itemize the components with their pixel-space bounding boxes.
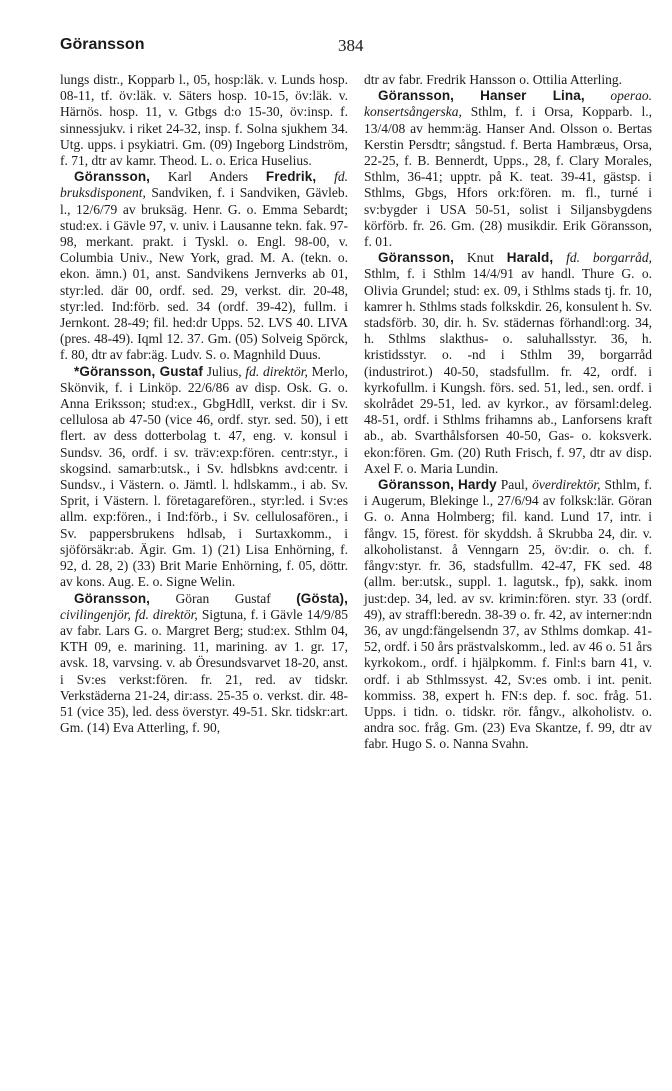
right-column	[364, 72, 652, 753]
running-head-surname: Göransson	[60, 36, 145, 53]
entry-given-names: Knut	[454, 250, 507, 266]
entry-text: Sthlm, f. i Sthlm 14/4/91 av handl. Thure G. o. Olivia Grundel; stud: ex. 09, i Sthlms stads tj. fr. 10, kamrer h. Sthlms stads folkskdir. 26, konsulent h. Sv. stadsförb. 30, dir. h. Sv. städernas förhandl:org. 34, h. Sthlms slakthus- o. saluhallsstyr. 36, h. kristidsstyr. o. -nd i Sthlm 39, borgarråd (industrirot.) 40-50, stadsfullm. fr. 42, ordf. i kyrkofullm. i Kungsh. förs. sed. 51, led., sen. ordf. i skolrådet 29-51, led. av kyrkor., av församl:deleg. 48-51, ordf. i Sthlms frihamns ab., Lanforsens kraft ab., ab. Svarthålsforsen 40-50, Gas- o. koksverk. ekon:fören. Gm. (20) Ruth Frisch, f. 97, dtr av disp. Axel F. o. Maria Lundin.	[364, 266, 652, 476]
entry-surname: *Göransson, Gustaf	[74, 363, 203, 379]
entry-title: operao. konsertsångerska,	[364, 88, 653, 120]
entry-title: fd. bruksdisponent,	[60, 169, 348, 201]
entry-surname: Göransson,	[378, 477, 455, 493]
entry-title: civilingenjör, fd. direktör,	[60, 606, 198, 622]
entry-given-names: Julius,	[202, 363, 246, 379]
entry-text: Sthlm, f. i Orsa, Kopparb. l., 13/4/08 av hemm:äg. Hanser And. Olsson o. Bertas Kerstin Persdtr; sångstud. f. Berta Hambræus, Orsa, 22-25, f. B. Bennerdt, Upps., 28, f. Clary Morales, Sthlm, 36-41; upptr. på K. teat. 39-41, gästsp. i Sthlms, Gbgs, Hfors ork:fören. m. fl., turné i sv:bygder i USA 50-51, solist i Siljansbygdens körförb. fr. 26. Gm. (28) musikdir. Erik Göransson, f. 01.	[364, 104, 652, 250]
entry-lina-goransson	[364, 88, 652, 250]
entry-callname: Hardy	[458, 477, 497, 493]
entry-fredrik-goransson	[60, 169, 348, 363]
entry-given-names-2: Paul,	[496, 477, 533, 493]
entry-text: lungs distr., Kopparb l., 05, hosp:läk. v. Lunds hosp. 08-11, tf. öv:läk. v. Säters hosp. 10-15, öv:läk. v. Härnös. hosp. 11, v. Gtbgs d:o 15-30, öv:insp. f. sinnessjukv. i riket 24-32, insp. f. Solna sjukhem 34. Utg. upps. i psykiatri. Gm. (09) Ingeborg Lindström, f. 71, dtr av kamr. Theod. L. o. Erica Huselius.	[60, 72, 348, 169]
entry-callname: Fredrik,	[265, 169, 317, 185]
page-header	[60, 36, 648, 60]
entry-title: fd. borgarråd,	[553, 250, 652, 266]
entry-surname: Göransson, Hanser Lina,	[378, 88, 585, 104]
entry-callname: Harald,	[506, 250, 554, 266]
entry-text: Sigtuna, f. i Gävle 14/9/85 av fabr. Lars G. o. Margret Berg; stud:ex. Sthlm 04, KTH 09, e. marining. 11, marining. av 1. gr. 17, avsk. 18, varvsing. v. ab Öresundsvarvet 18-20, anst. i Sv:es verkst:fören. fr. 21, red. av tidskr. Verkstäderna 21-24, dir:ass. 25-35 o. verkst. dir. 48-51 (vice 35), led. dess överstyr. 49-51. Skr. tidskr:art. Gm. (14) Eva Atterling, f. 90,	[60, 606, 348, 736]
entry-text: Sthlm, f. i Augerum, Blekinge l., 27/6/94 av folksk:lär. Göran G. o. Anna Holmberg; fil. kand. Lund 17, intr. i fångv. 15, förest. för skyddsh. å Skrubba 24, dir. v. alkoholistanst. å Venngarn 25, öv:dir. o. ch. f. fångv:styr. fr. 36, stadsfullm. 42-47, FK sed. 48 (allm. ber:utsk., suppl. 1. lagutsk., fp), sakk. inom just:dep. 34, led. av sv. krimin:fören. styr. 33 (ordf. 49), av straffl:beredn. 38-39 o. fr. 42, av interner:ndn 36, av ungd:fängelsendn 37, av Sthlms domkap. 41-52, ordf. i 50 års prästvalskomm., led. av 46 o. 51 års kyrkokom., ordf. i hjälpkomm. f. Finl:s barn 41, v. ordf. i ab Sthlmssyst. 42, Sv:es omb. i int. penit. kommiss. 38, expert h. FN:s dep. f. soc. fråg. 51. Upps. i tidn. o. tidskr. rör. fångv., alkoholistv. o. andra soc. fråg. Gm. (23) Eva Skantze, f. 99, dtr av fabr. Hugo S. o. Nanna Svahn.	[364, 477, 652, 752]
entry-title: överdirektör,	[532, 477, 601, 493]
entry-surname: Göransson,	[378, 250, 455, 266]
entry-surname: Göransson,	[74, 590, 151, 606]
entry-given-names: Karl Anders	[150, 169, 266, 185]
entry-surname: Göransson,	[74, 169, 151, 185]
entry-harald-goransson	[364, 250, 652, 477]
entry-callname: (Gösta),	[296, 590, 348, 606]
entry-title: fd. direktör,	[245, 363, 308, 379]
entry-text: Merlo, Skönvik, f. i Linköp. 22/6/86 av disp. Osk. G. o. Anna Eriksson; stud:ex., GbgHdlI, verkst. dir i Sv. cellulosa ab 47-50 (vice 46, ordf. styr. sed. 50), i ett flert. av dess dotterbolag t. 47, eng. v. konsul i Sundsv. 36, ordf. i sv. träv:exp:fören. centr:styr., i skogsind. samarb:utsk., i Sv. hdlsbkns avd:centr. i Sundsv., i Västern. o. Jämtl. l. hdlskamm., i ab. Sv. Sprit, i Västern. l. företagarefören., styr:led. i Sv:es allm. exp:fören., i Ind:förb., i Sv. cellulosafören., i Sv. pappersbrukens hdlsab, i Surtaxkomm., i sjöförsäkr:ab. Ägir. Gm. 1) (21) Lisa Enhörning, f. 92, d. 28, 2) (33) Brit Marie Enhörning, f. 05, döttr. av kons. Aug. E. o. Signe Welin.	[60, 363, 349, 590]
entry-continuation	[364, 72, 652, 88]
entry-given-names: Göran Gustaf	[150, 590, 297, 606]
entry-gustaf-goransson	[60, 364, 348, 591]
left-column	[60, 72, 348, 736]
entry-text: dtr av fabr. Fredrik Hansson o. Ottilia Atterling.	[364, 72, 622, 87]
entry-hardy-goransson	[364, 477, 652, 752]
page-number: 384	[338, 36, 364, 55]
entry-gosta-goransson	[60, 591, 348, 737]
entry-text: Sandviken, f. i Sandviken, Gävleb. l., 12/6/79 av bruksäg. Henr. G. o. Emma Sebardt; stud:ex. i Gävle 97, v. univ. i Lausanne tekn. fak. 97-98, merkant. prakt. i Tyskl. o. Engl. 98-00, v. Columbia Univ., New York, grad. M. A. (tekn. o. ekon. ämn.) 01, anst. Sandvikens Jernverks ab 01, styr:led. där 00, ordf. sed. 29, verkst. dir. 20-48, styr:led. Ind:förb. sed. 34 (ordf. 39-42), fullm. i Jernkont. 28-49; fil. hed:dr Upps. 52. LVS 40. LIVA (pres. 48-49). Iqml 12. 37. Gm. (05) Solveig Spörck, f. 80, dtr av fabr:äg. Ludv. S. o. Magnhild Duus.	[60, 185, 348, 363]
entry-continuation	[60, 72, 348, 169]
